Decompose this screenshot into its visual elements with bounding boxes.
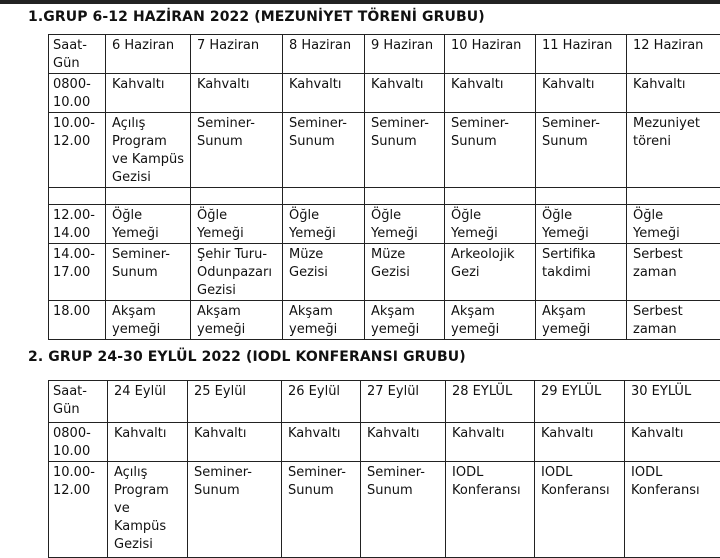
table-row bbox=[49, 423, 720, 462]
day-header-cell: 11 Haziran bbox=[536, 35, 627, 74]
day-header-cell: 27 Eylül bbox=[361, 381, 446, 423]
day-header-cell: 28 EYLÜL bbox=[446, 381, 535, 423]
time-slot-cell bbox=[49, 188, 106, 205]
day-header-cell: 9 Haziran bbox=[365, 35, 445, 74]
day-header-cell: 6 Haziran bbox=[106, 35, 191, 74]
activity-cell: Kahvaltı bbox=[282, 423, 361, 462]
activity-cell: Öğle Yemeği bbox=[283, 205, 365, 244]
activity-cell: Öğle Yemeği bbox=[191, 205, 283, 244]
activity-cell: Seminer- Sunum bbox=[536, 113, 627, 188]
table-header-row bbox=[49, 35, 720, 74]
time-slot-cell: 12.00- 14.00 bbox=[49, 205, 106, 244]
activity-cell: Akşam yemeği bbox=[106, 301, 191, 340]
activity-cell: IODL Konferansı bbox=[535, 462, 625, 558]
activity-cell: Sertifika takdimi bbox=[536, 244, 627, 301]
group2-schedule-table bbox=[48, 380, 720, 558]
activity-cell: Müze Gezisi bbox=[283, 244, 365, 301]
activity-cell: Akşam yemeği bbox=[536, 301, 627, 340]
activity-cell bbox=[445, 188, 536, 205]
table-row bbox=[49, 74, 720, 113]
activity-cell: Kahvaltı bbox=[365, 74, 445, 113]
activity-cell: Kahvaltı bbox=[536, 74, 627, 113]
activity-cell: Seminer- Sunum bbox=[282, 462, 361, 558]
time-day-header-cell: Saat- Gün bbox=[49, 35, 106, 74]
activity-cell: Serbest zaman bbox=[627, 244, 720, 301]
activity-cell: Şehir Turu- Odunpazarı Gezisi bbox=[191, 244, 283, 301]
table-row bbox=[49, 205, 720, 244]
day-header-cell: 8 Haziran bbox=[283, 35, 365, 74]
time-slot-cell: 18.00 bbox=[49, 301, 106, 340]
day-header-cell: 29 EYLÜL bbox=[535, 381, 625, 423]
activity-cell: Kahvaltı bbox=[188, 423, 282, 462]
activity-cell: IODL Konferansı bbox=[625, 462, 720, 558]
activity-cell: Kahvaltı bbox=[191, 74, 283, 113]
activity-cell: Kahvaltı bbox=[361, 423, 446, 462]
activity-cell: Kahvaltı bbox=[625, 423, 720, 462]
day-header-cell: 25 Eylül bbox=[188, 381, 282, 423]
activity-cell: Öğle Yemeği bbox=[536, 205, 627, 244]
activity-cell bbox=[283, 188, 365, 205]
day-header-cell: 10 Haziran bbox=[445, 35, 536, 74]
activity-cell: IODL Konferansı bbox=[446, 462, 535, 558]
activity-cell: Seminer- Sunum bbox=[365, 113, 445, 188]
activity-cell: Akşam yemeği bbox=[191, 301, 283, 340]
time-day-header-cell: Saat- Gün bbox=[49, 381, 108, 423]
activity-cell: Müze Gezisi bbox=[365, 244, 445, 301]
activity-cell bbox=[106, 188, 191, 205]
activity-cell: Seminer- Sunum bbox=[361, 462, 446, 558]
activity-cell: Mezuniyet töreni bbox=[627, 113, 720, 188]
activity-cell bbox=[191, 188, 283, 205]
activity-cell: Kahvaltı bbox=[108, 423, 188, 462]
time-slot-cell: 14.00- 17.00 bbox=[49, 244, 106, 301]
group1-schedule-table bbox=[48, 34, 720, 340]
activity-cell bbox=[365, 188, 445, 205]
day-header-cell: 30 EYLÜL bbox=[625, 381, 720, 423]
activity-cell: Öğle Yemeği bbox=[106, 205, 191, 244]
activity-cell: Arkeolojik Gezi bbox=[445, 244, 536, 301]
activity-cell: Kahvaltı bbox=[106, 74, 191, 113]
table-row bbox=[49, 244, 720, 301]
activity-cell: Öğle Yemeği bbox=[365, 205, 445, 244]
day-header-cell: 24 Eylül bbox=[108, 381, 188, 423]
activity-cell: Kahvaltı bbox=[283, 74, 365, 113]
table-row bbox=[49, 188, 720, 205]
table-header-row bbox=[49, 381, 720, 423]
top-border bbox=[0, 0, 720, 4]
time-slot-cell: 0800- 10.00 bbox=[49, 423, 108, 462]
table-row bbox=[49, 301, 720, 340]
activity-cell: Açılış Program ve Kampüs Gezisi bbox=[106, 113, 191, 188]
table-row bbox=[49, 113, 720, 188]
activity-cell: Seminer- Sunum bbox=[283, 113, 365, 188]
time-slot-cell: 0800- 10.00 bbox=[49, 74, 106, 113]
activity-cell bbox=[627, 188, 720, 205]
day-header-cell: 12 Haziran bbox=[627, 35, 720, 74]
table-row bbox=[49, 462, 720, 558]
group1-title: 1.GRUP 6-12 HAZİRAN 2022 (MEZUNİYET TÖRENİ GRUBU) bbox=[28, 9, 485, 25]
activity-cell: Akşam yemeği bbox=[445, 301, 536, 340]
activity-cell: Öğle Yemeği bbox=[445, 205, 536, 244]
group2-title: 2. GRUP 24-30 EYLÜL 2022 (IODL KONFERANSI GRUBU) bbox=[28, 349, 466, 365]
activity-cell: Öğle Yemeği bbox=[627, 205, 720, 244]
activity-cell: Açılış Program ve Kampüs Gezisi bbox=[108, 462, 188, 558]
activity-cell: Akşam yemeği bbox=[283, 301, 365, 340]
activity-cell: Seminer- Sunum bbox=[188, 462, 282, 558]
activity-cell: Akşam yemeği bbox=[365, 301, 445, 340]
activity-cell: Seminer- Sunum bbox=[445, 113, 536, 188]
day-header-cell: 7 Haziran bbox=[191, 35, 283, 74]
time-slot-cell: 10.00- 12.00 bbox=[49, 462, 108, 558]
activity-cell: Kahvaltı bbox=[535, 423, 625, 462]
activity-cell: Kahvaltı bbox=[445, 74, 536, 113]
activity-cell: Seminer- Sunum bbox=[106, 244, 191, 301]
activity-cell: Kahvaltı bbox=[446, 423, 535, 462]
activity-cell: Kahvaltı bbox=[627, 74, 720, 113]
day-header-cell: 26 Eylül bbox=[282, 381, 361, 423]
activity-cell bbox=[536, 188, 627, 205]
activity-cell: Seminer- Sunum bbox=[191, 113, 283, 188]
activity-cell: Serbest zaman bbox=[627, 301, 720, 340]
time-slot-cell: 10.00- 12.00 bbox=[49, 113, 106, 188]
